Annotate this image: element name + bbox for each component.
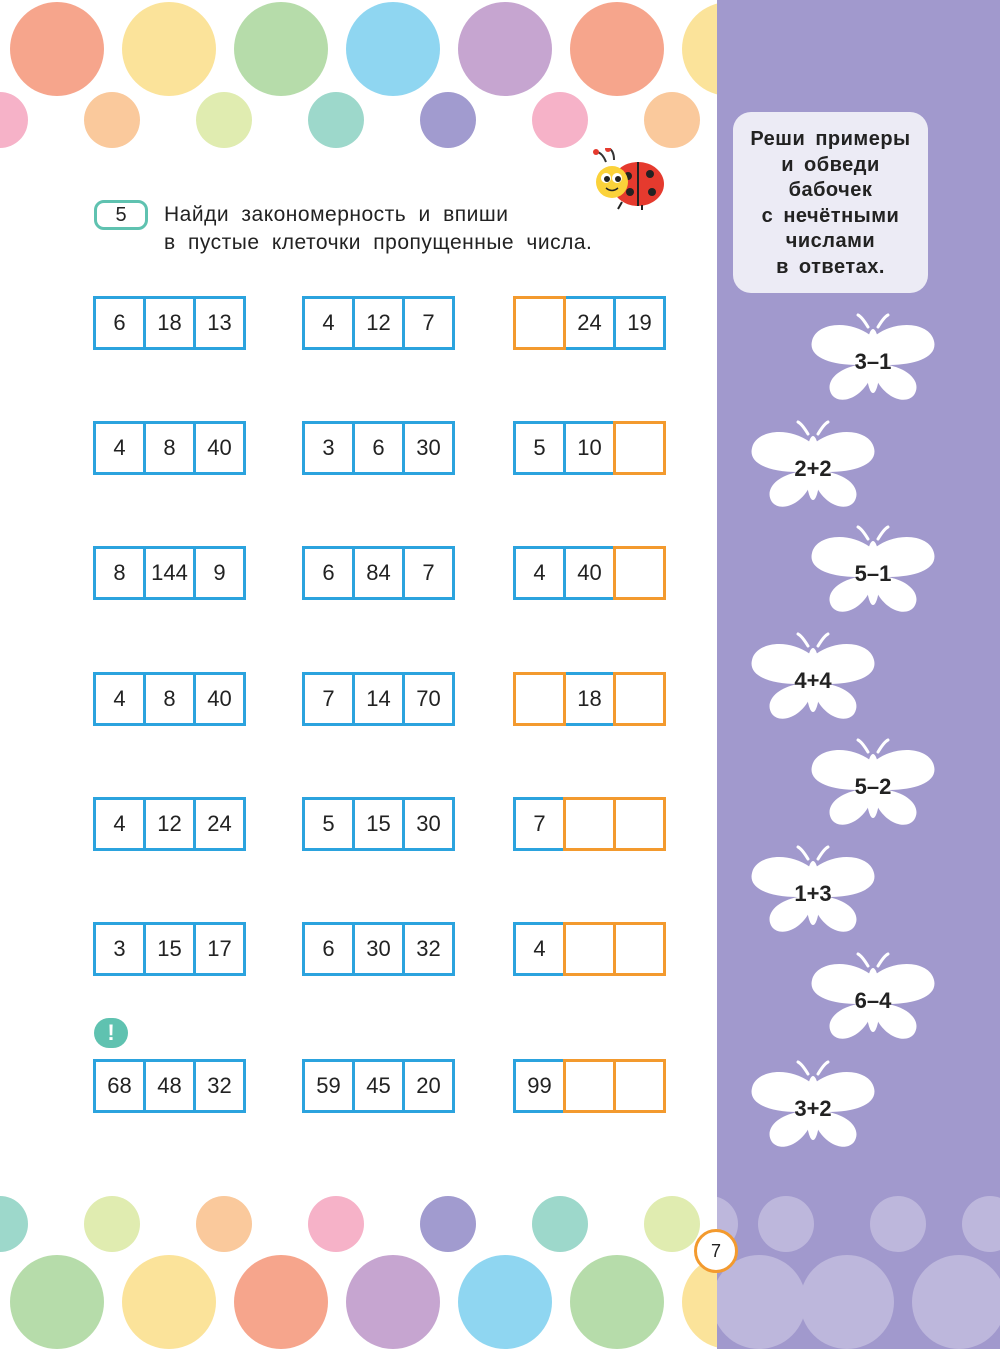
number-cell: 70 [402, 672, 455, 726]
butterfly-expression: 5–1 [854, 561, 892, 586]
butterfly[interactable] [808, 952, 938, 1044]
answer-cell-empty[interactable] [563, 797, 616, 851]
number-cell: 18 [563, 672, 616, 726]
number-cell: 6 [93, 296, 146, 350]
number-sequence [513, 421, 666, 475]
butterfly-expression: 2+2 [794, 456, 832, 481]
number-cell: 4 [93, 421, 146, 475]
answer-cell-empty[interactable] [613, 546, 666, 600]
number-sequence [302, 672, 455, 726]
number-cell: 32 [402, 922, 455, 976]
number-cell: 30 [402, 797, 455, 851]
number-cell: 12 [143, 797, 196, 851]
answer-cell-empty[interactable] [613, 922, 666, 976]
task-number-badge: 5 [94, 200, 148, 230]
number-cell: 40 [193, 672, 246, 726]
number-sequence [93, 1059, 246, 1113]
answer-cell-empty[interactable] [563, 922, 616, 976]
number-cell: 3 [302, 421, 355, 475]
number-cell: 9 [193, 546, 246, 600]
butterfly[interactable] [808, 738, 938, 830]
number-cell: 4 [513, 922, 566, 976]
answer-cell-empty[interactable] [613, 421, 666, 475]
number-cell: 4 [513, 546, 566, 600]
number-sequence [513, 672, 666, 726]
number-sequence [93, 296, 246, 350]
answer-cell-empty[interactable] [613, 797, 666, 851]
number-cell: 7 [513, 797, 566, 851]
number-sequence [302, 421, 455, 475]
number-cell: 8 [93, 546, 146, 600]
number-cell: 10 [563, 421, 616, 475]
number-sequence [93, 672, 246, 726]
butterfly[interactable] [808, 525, 938, 617]
number-cell: 19 [613, 296, 666, 350]
number-sequence [93, 797, 246, 851]
number-cell: 15 [352, 797, 405, 851]
number-cell: 6 [352, 421, 405, 475]
butterfly[interactable] [748, 1060, 878, 1152]
number-cell: 20 [402, 1059, 455, 1113]
butterfly[interactable] [748, 845, 878, 937]
instruction-line: Реши примеры [750, 128, 911, 150]
butterfly-expression: 6–4 [854, 988, 892, 1013]
number-cell: 40 [193, 421, 246, 475]
task-line: в пустые клеточки пропущенные числа. [164, 231, 593, 254]
number-sequence [513, 1059, 666, 1113]
instruction-line: бабочек [788, 179, 873, 201]
butterfly-expression: 3+2 [794, 1096, 832, 1121]
number-cell: 17 [193, 922, 246, 976]
number-cell: 8 [143, 672, 196, 726]
number-cell: 30 [402, 421, 455, 475]
butterfly[interactable] [748, 420, 878, 512]
number-cell: 3 [93, 922, 146, 976]
page-number: 7 [694, 1229, 738, 1273]
number-cell: 144 [143, 546, 196, 600]
number-cell: 4 [93, 672, 146, 726]
butterfly[interactable] [748, 632, 878, 724]
number-sequence [93, 421, 246, 475]
number-cell: 59 [302, 1059, 355, 1113]
ladybug-icon [592, 148, 668, 210]
number-cell: 5 [302, 797, 355, 851]
number-cell: 24 [193, 797, 246, 851]
number-cell: 4 [93, 797, 146, 851]
number-sequence [513, 797, 666, 851]
answer-cell-empty[interactable] [513, 296, 566, 350]
butterfly-expression: 3–1 [854, 349, 892, 374]
number-sequence [302, 797, 455, 851]
number-sequence [302, 1059, 455, 1113]
number-cell: 4 [302, 296, 355, 350]
number-sequence [513, 546, 666, 600]
butterfly-expression: 5–2 [854, 774, 892, 799]
number-cell: 45 [352, 1059, 405, 1113]
number-sequence [93, 546, 246, 600]
answer-cell-empty[interactable] [563, 1059, 616, 1113]
number-cell: 6 [302, 922, 355, 976]
instruction-line: в ответах. [776, 255, 885, 278]
number-cell: 32 [193, 1059, 246, 1113]
task-line: Найди закономерность и впиши [164, 203, 509, 226]
answer-cell-empty[interactable] [513, 672, 566, 726]
number-cell: 5 [513, 421, 566, 475]
number-cell: 6 [302, 546, 355, 600]
number-cell: 18 [143, 296, 196, 350]
number-cell: 12 [352, 296, 405, 350]
number-cell: 7 [402, 296, 455, 350]
number-cell: 68 [93, 1059, 146, 1113]
number-sequence [302, 296, 455, 350]
number-sequence [302, 922, 455, 976]
number-sequence [513, 922, 666, 976]
number-cell: 14 [352, 672, 405, 726]
instruction-line: с нечётными [761, 204, 900, 227]
instruction-line: и обведи [781, 153, 880, 176]
butterfly[interactable] [808, 313, 938, 405]
butterfly-expression: 1+3 [794, 881, 832, 906]
instruction-line: числами [785, 230, 876, 252]
answer-cell-empty[interactable] [613, 1059, 666, 1113]
answer-cell-empty[interactable] [613, 672, 666, 726]
number-sequence [513, 296, 666, 350]
number-cell: 15 [143, 922, 196, 976]
number-cell: 7 [302, 672, 355, 726]
number-sequence [93, 922, 246, 976]
instruction-box [733, 112, 928, 293]
number-cell: 8 [143, 421, 196, 475]
exclamation-icon: ! [94, 1018, 128, 1048]
number-cell: 99 [513, 1059, 566, 1113]
task-instruction [164, 201, 592, 257]
number-cell: 24 [563, 296, 616, 350]
number-cell: 30 [352, 922, 405, 976]
number-cell: 7 [402, 546, 455, 600]
number-cell: 48 [143, 1059, 196, 1113]
butterfly-expression: 4+4 [794, 668, 832, 693]
number-cell: 13 [193, 296, 246, 350]
number-cell: 40 [563, 546, 616, 600]
number-cell: 84 [352, 546, 405, 600]
number-sequence [302, 546, 455, 600]
